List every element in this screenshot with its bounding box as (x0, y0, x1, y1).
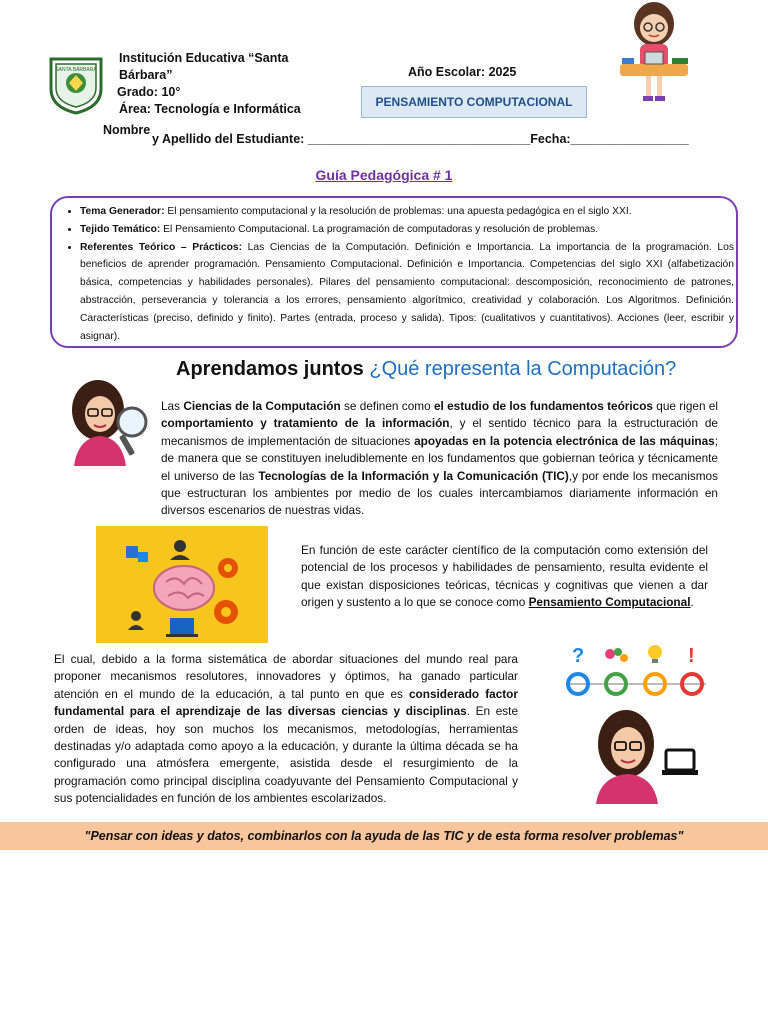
institution-info (119, 50, 309, 118)
school-seal-icon (47, 55, 105, 115)
teacher-avatar-icon (612, 0, 696, 104)
topic-item (80, 239, 734, 346)
svg-text:?: ? (572, 645, 585, 667)
school-year: Año Escolar: 2025 (408, 65, 517, 79)
quote-banner (0, 822, 768, 850)
topic-item (80, 221, 734, 239)
idea-pins-icon (560, 640, 710, 704)
paragraph-computational-thinking: En función de este carácter científico de la computación como extensión del potencial de los procesos y habilidades de pensamiento, resulta evidente el que existan disposiciones teóricas, técnicas y cognitivas que vienen a dar origen y sustento a lo que se conoce como Pensamiento Computacional. (301, 543, 708, 610)
institution-name-line2: Bárbara” (119, 68, 173, 82)
topic-text: El pensamiento computacional y la resolución de problemas: una apuesta pedagógica en el siglo XXI. (164, 206, 632, 217)
heading-plain: Aprendamos juntos (176, 358, 370, 380)
topic-text: Las Ciencias de la Computación. Definición e Importancia. La importancia de la programación. Los beneficios de aprender programación. Pensamiento Computacional. Definición e Importancia. Competencias del siglo XXI (alfabetización básica, competencias y habilidades personales). Pilares del pensamiento computacional: descomposición, reconocimiento de patrones, abstracción, perseverancia y tolerancia a los errores, pensamiento algorítmico, creatividad y colaboración. Los Algoritmos. Definición. Características (preciso, definido y finito). Partes (entrada, proceso y salida). Tipos: (cualitativos y cuantitativos). Acciones (leer, escribir y asignar). (80, 241, 735, 342)
institution-name-line1: Institución Educativa “Santa (119, 51, 289, 65)
name-label-start: Nombre (103, 123, 151, 137)
magnifying-glass-icon (64, 376, 154, 466)
name-date-line[interactable]: y Apellido del Estudiante: ________________________________Fecha:_________________ (152, 132, 689, 146)
section-heading (176, 358, 676, 381)
paragraph-computer-science: Las Ciencias de la Computación se definen como el estudio de los fundamentos teóricos que rigen el comportamiento y tratamiento de la información, y el sentido técnico para la estructuración de mecanismos de implementación de situaciones apoyadas en la potencia electrónica de las máquinas; de manera que se constituyen ineludiblemente en los fundamentos que gobiernan teórica y técnicamente el universo de las Tecnologías de la Información y la Comunicación (TIC),y por ende los mecanismos que estructuran los ambientes por medio de los cuales intercambiamos diariamente información en diversos escenarios de nuestras vidas. (161, 399, 719, 518)
topics-list (58, 203, 734, 345)
topic-item (80, 203, 734, 221)
brain-illustration-icon (96, 526, 268, 643)
grade-label: Grado: 10° (117, 85, 181, 99)
seal-text: SANTA BÁRBARA (55, 67, 97, 73)
laptop-icon (580, 704, 700, 804)
topic-label: Referentes Teórico – Prácticos: (80, 241, 243, 253)
guide-title: Guía Pedagógica # 1 (315, 167, 453, 183)
svg-text:!: ! (688, 645, 695, 667)
paragraph-education: El cual, debido a la forma sistemática de abordar situaciones del mundo real para proponer mecanismos resolutores, innovadores y óptimos, ha ganado particular atención en el mundo de la educación, a tal punto en que es considerado factor fundamental para el aprendizaje de las diversas ciencias y disciplinas. En este orden de ideas, hoy son muchos los mecanismos, metodologías, herramientas destinadas y/o adaptada como apoyo a la educación, y durante la última década se ha configurado una atmósfera emergente, asistida desde el resurgimiento de la programación como principal disciplina coadyuvante del Pensamiento Computacional y sus potencialidades en función de los ambientes escolarizados. (54, 652, 519, 806)
heading-question: ¿Qué representa la Computación? (369, 358, 677, 380)
subject-banner: PENSAMIENTO COMPUTACIONAL (361, 86, 587, 118)
topic-label: Tejido Temático: (80, 223, 161, 235)
quote-text: "Pensar con ideas y datos, combinarlos con la ayuda de las TIC y de esta forma resolver problemas" (84, 829, 684, 843)
topic-label: Tema Generador: (80, 206, 165, 217)
topic-text: El Pensamiento Computacional. La programación de computadoras y resolución de problemas. (160, 223, 599, 235)
area-label: Área: Tecnología e Informática (119, 102, 301, 116)
